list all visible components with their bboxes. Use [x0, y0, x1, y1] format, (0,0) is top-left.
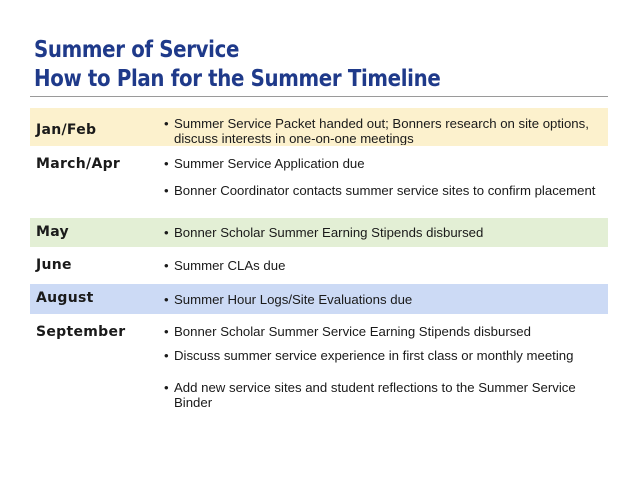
timeline-row-may — [30, 218, 608, 247]
period-label: June — [36, 257, 72, 273]
task-list — [164, 258, 604, 273]
task-list — [164, 292, 604, 307]
timeline-row-march-apr — [30, 146, 608, 218]
timeline-table — [30, 108, 608, 424]
task-list — [164, 116, 604, 145]
task-item: • Summer Service Application due — [164, 156, 604, 171]
timeline-row-september — [30, 314, 608, 424]
period-label: September — [36, 324, 126, 340]
task-item: • Bonner Scholar Summer Earning Stipends disbursed — [164, 225, 604, 240]
task-list — [164, 324, 604, 410]
timeline-row-jan-feb — [30, 108, 608, 146]
task-item: • Discuss summer service experience in first class or monthly meeting — [164, 348, 604, 378]
task-item: • Bonner Coordinator contacts summer service sites to confirm placement — [164, 183, 604, 214]
task-item: • Summer CLAs due — [164, 258, 604, 273]
title-divider — [30, 96, 608, 97]
period-label: March/Apr — [36, 156, 121, 172]
slide-title — [34, 36, 516, 94]
task-item: • Bonner Scholar Summer Service Earning Stipends disbursed — [164, 324, 604, 339]
period-label: Jan/Feb — [36, 122, 97, 138]
task-list — [164, 225, 604, 240]
task-item: • Add new service sites and student reflections to the Summer Service Binder — [164, 380, 604, 410]
task-item: • Summer Hour Logs/Site Evaluations due — [164, 292, 604, 307]
title-line-1: Summer of Service — [34, 37, 240, 63]
period-label: May — [36, 224, 69, 240]
timeline-row-june — [30, 247, 608, 284]
title-line-2: How to Plan for the Summer Timeline — [34, 66, 441, 92]
timeline-row-august — [30, 284, 608, 314]
task-list — [164, 156, 604, 214]
task-item: • Summer Service Packet handed out; Bonners research on site options, discuss interests in one-on-one meetings — [164, 116, 604, 145]
period-label: August — [36, 290, 94, 306]
